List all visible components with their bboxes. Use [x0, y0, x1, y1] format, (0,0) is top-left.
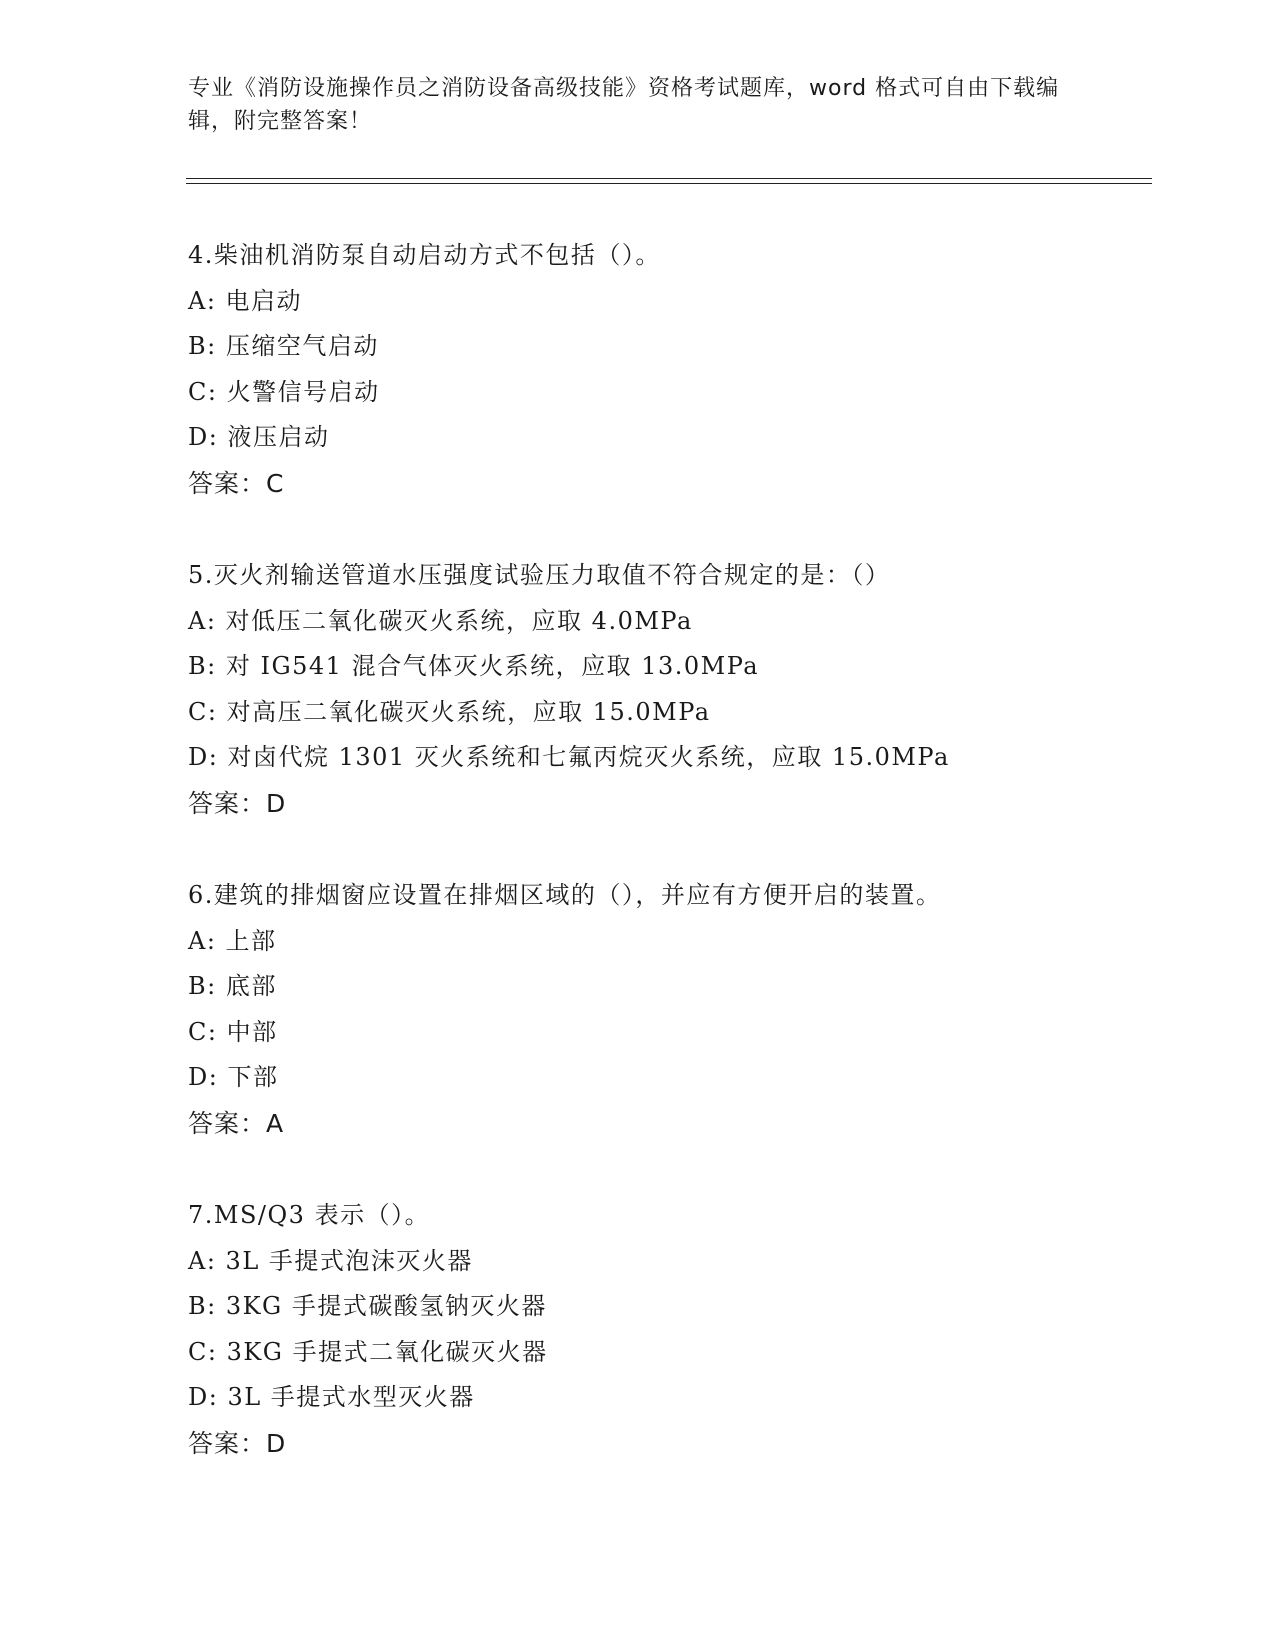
question-5	[188, 553, 1148, 826]
answer-label: 答案：A	[188, 1108, 285, 1138]
question-stem: 5.灭火剂输送管道水压强度试验压力取值不符合规定的是：（）	[188, 561, 891, 589]
question-stem: 7.MS/Q3 表示（）。	[188, 1201, 431, 1229]
header-divider-top	[186, 178, 1152, 179]
option-a: A: 对低压二氧化碳灭火系统，应取 4.0MPa	[188, 606, 693, 635]
option-c: C: 对高压二氧化碳灭火系统，应取 15.0MPa	[188, 697, 711, 726]
option-b: B: 对 IG541 混合气体灭火系统，应取 13.0MPa	[188, 652, 760, 680]
question-4	[188, 233, 1148, 506]
option-b: B: 3KG 手提式碳酸氢钠灭火器	[188, 1292, 547, 1320]
question-6	[188, 873, 1148, 1146]
answer-label: 答案：C	[188, 468, 285, 498]
option-a: A: 3L 手提式泡沫灭火器	[188, 1246, 473, 1275]
option-d: D: 下部	[188, 1063, 279, 1091]
question-stem: 4.柴油机消防泵自动启动方式不包括（）。	[188, 241, 661, 269]
option-c: C: 火警信号启动	[188, 377, 380, 406]
option-d: D: 液压启动	[188, 423, 330, 451]
option-b: B: 底部	[188, 972, 277, 1000]
question-stem: 6.建筑的排烟窗应设置在排烟区域的（），并应有方便开启的装置。	[188, 881, 942, 909]
option-a: A: 上部	[188, 926, 277, 955]
option-d: D: 对卤代烷 1301 灭火系统和七氟丙烷灭火系统，应取 15.0MPa	[188, 743, 950, 771]
question-7	[188, 1193, 1148, 1466]
option-d: D: 3L 手提式水型灭火器	[188, 1383, 475, 1411]
document-header: 专业《消防设施操作员之消防设备高级技能》资格考试题库，word 格式可自由下载编辑，附完整答案！	[188, 76, 1060, 134]
header-divider-bottom	[186, 183, 1152, 184]
option-c: C: 中部	[188, 1017, 278, 1046]
answer-label: 答案：D	[188, 1428, 287, 1458]
answer-label: 答案：D	[188, 788, 287, 818]
option-a: A: 电启动	[188, 286, 303, 315]
option-c: C: 3KG 手提式二氧化碳灭火器	[188, 1337, 548, 1366]
option-b: B: 压缩空气启动	[188, 332, 379, 360]
